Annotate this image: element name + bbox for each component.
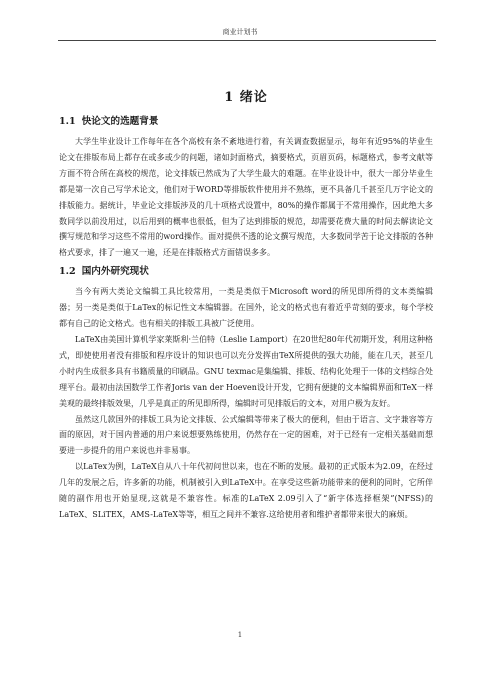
section-number: 1.1 [59,116,76,127]
section-title: 国内外研究现状 [81,266,149,278]
document-body [59,86,433,523]
section-heading-1-1 [59,115,433,128]
paragraph: 大学生毕业设计工作每年在各个高校有条不紊地进行着，有关调查数据显示，每年有近95%的毕业生论文在排版布局上都存在或多或少的问题，诸如封面格式，摘要格式，页眉页码，标题格式，参考文献等方面不符合所在高校的规范，论文排版已然成为了大学生最大的难题。在毕业设计中，很大一部分毕业生都是第一次自己写学术论文，他们对于WORD等排版软件使用并不熟练，更不具备几千甚至几万字论文的排版能力。据统计，毕业论文排版涉及的几十项格式设置中，80%的操作都属于不常用操作，因此绝大多数同学以前没用过，以后用到的概率也很低，但为了达到排版的规范，却需要花费大量的时间去解读论文撰写规范和学习这些不常用的word操作。面对提供不透的论文撰写规范，大多数同学苦于论文排版的各种格式要求，排了一遍又一遍，还是在排版格式方面错误多多。 [59,137,433,258]
running-header: 商业计划书 [222,28,258,36]
section-title: 快论文的选题背景 [81,116,159,127]
page-number: 1 [237,631,243,639]
paragraph: 虽然这几款国外的排版工具为论文排版、公式编辑等带来了极大的便利，但由于语言、文字兼容等方面的原因，对于国内普通的用户来说想要熟练使用，仍然存在一定的困难，对于已经有一定相关基础而想要进一步提升的用户来说也并非易事。 [59,414,433,456]
chapter-title: 1 绪论 [224,90,268,105]
header-rule [58,40,436,41]
paragraph: 以LaTex为例，LaTeX自从八十年代初问世以来，也在不断的发展。最初的正式版本为2.09，在经过几年的发展之后，许多新的功能，机制被引入到LaTeX中。在享受这些新功能带来的便利的同时，它所伴随的副作用也开始显现,这就是不兼容性。标准的LaTeX 2.09引入了“新字体选择框架”(NFSS)的LaTeX、SLiTEX，AMS-LaTeX等等，相互之间并不兼容.这给使用者和维护者都带来很大的麻烦。 [59,462,433,519]
paragraph: LaTeX由美国计算机学家莱斯利·兰伯特（Leslie Lamport）在20世纪80年代初期开发，利用这种格式，即使使用者没有排版和程序设计的知识也可以充分发挥由TeX所提供的强大功能，能在几天，甚至几小时内生成很多具有书籍质量的印刷品。GNU texmac是集编辑、排版、结构化处理于一体的文档综合处理平台。最初由法国数学工作者Joris van der Hoeven设计开发，它拥有便捷的文本编辑界面和TeX一样美观的最终排版效果，几乎是真正的所见即所得，编辑时可见排版后的文本，对用户极为友好。 [59,334,433,408]
section-number: 1.2 [59,266,76,278]
paragraph: 当今有两大类论文编辑工具比较常用，一类是类似于Microsoft word的所见即所得的文本类编辑器；另一类是类似于LaTex的标记性文本编辑器。在国外，论文的格式也有着近乎苛刻的要求，每个学校都有自己的论文格式。也有相关的排版工具被广泛使用。 [59,287,433,329]
section-heading-1-2 [59,265,433,278]
